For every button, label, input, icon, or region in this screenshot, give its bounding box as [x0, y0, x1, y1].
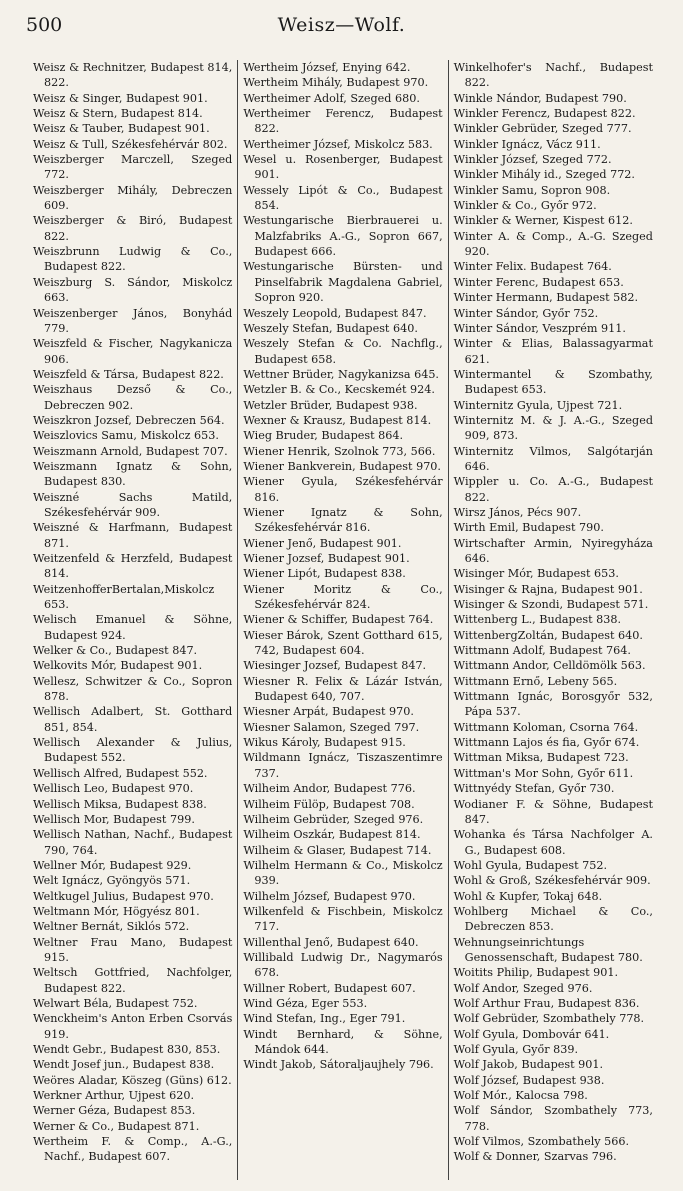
- directory-entry: Wellner Mór, Budapest 929.: [33, 858, 192, 872]
- directory-entry: Winternitz Vilmos, Salgótarján 646.: [453, 444, 653, 473]
- directory-entry: Weszely Stefan, Budapest 640.: [243, 321, 418, 335]
- directory-entry: Wiener Ignatz & Sohn, Székesfehérvár 816.: [243, 505, 443, 535]
- directory-entry: Winter & Elias, Balassagyarmat 621.: [453, 337, 653, 366]
- directory-entry: Wexner & Krausz, Budapest 814.: [243, 413, 432, 427]
- directory-entry: Wirtschafter Armin, Nyiregyháza 646.: [453, 536, 653, 565]
- directory-entry: Weiszmann Arnold, Budapest 707.: [33, 444, 228, 458]
- directory-entry: Westungarische Bürsten- und Pinselfabrik Magdalena Gabriel, Sopron 920.: [243, 260, 443, 305]
- directory-entry: Wittmann Ernő, Lebeny 565.: [453, 674, 618, 688]
- directory-entry: Windt Jakob, Sátoraljaujhely 796.: [243, 1058, 434, 1072]
- directory-entry: Wohl & Groß, Székesfehérvár 909.: [453, 874, 651, 888]
- directory-entry: Weiszné Sachs Matild, Székesfehérvár 909.: [33, 490, 233, 519]
- directory-entry: Wilheim Gebrüder, Szeged 976.: [243, 812, 424, 826]
- column-middle: [237, 60, 447, 1180]
- directory-entry: Willenthal Jenő, Budapest 640.: [243, 935, 419, 949]
- directory-entry: Weisz & Stern, Budapest 814.: [33, 107, 203, 121]
- directory-entry: Wolf Arthur Frau, Budapest 836.: [453, 996, 640, 1010]
- directory-entry: Wilkenfeld & Fischbein, Miskolcz 717.: [243, 904, 443, 934]
- directory-entry: Willner Robert, Budapest 607.: [243, 981, 416, 995]
- directory-entry: Werkner Arthur, Ujpest 620.: [33, 1089, 195, 1103]
- directory-entry: Welt Ignácz, Gyöngyös 571.: [33, 874, 191, 888]
- directory-entry: Weszely Leopold, Budapest 847.: [243, 306, 427, 320]
- directory-entry: Werner & Co., Budapest 871.: [33, 1119, 200, 1133]
- directory-entry: WittenbergZoltán, Budapest 640.: [453, 628, 643, 642]
- directory-entry: Wohl Gyula, Budapest 752.: [453, 858, 608, 872]
- directory-columns: [28, 60, 658, 1180]
- directory-entry: Winter Hermann, Budapest 582.: [453, 291, 639, 305]
- directory-entry: Weisz & Tauber, Budapest 901.: [33, 122, 210, 136]
- directory-entry: Wilhelm Hermann & Co., Miskolcz 939.: [243, 858, 443, 888]
- directory-entry: Welker & Co., Budapest 847.: [33, 644, 198, 658]
- directory-entry: Winter Ferenc, Budapest 653.: [453, 275, 624, 289]
- directory-entry: Wesel u. Rosenberger, Budapest 901.: [243, 153, 443, 182]
- directory-entry: Winter Sándor, Veszprém 911.: [453, 321, 626, 335]
- directory-entry: Wippler u. Co. A.-G., Budapest 822.: [453, 475, 653, 504]
- directory-entry: Wolf Gebrüder, Szombathely 778.: [453, 1012, 645, 1026]
- directory-entry: Weiszhaus Dezső & Co., Debreczen 902.: [33, 383, 233, 412]
- directory-entry: Wiener & Schiffer, Budapest 764.: [243, 613, 434, 627]
- directory-entry: Wilheim Fülöp, Budapest 708.: [243, 797, 415, 811]
- directory-entry: Weltsch Gottfried, Nachfolger, Budapest 822.: [33, 966, 233, 995]
- directory-entry: Wellisch Mor, Budapest 799.: [33, 812, 195, 826]
- directory-entry: Wolf Gyula, Győr 839.: [453, 1043, 579, 1056]
- directory-entry: Wellisch Nathan, Nachf., Budapest 790, 764.: [33, 828, 233, 857]
- directory-entry: Wehnungseinrichtungs Genossenschaft, Budapest 780.: [453, 935, 643, 964]
- directory-entry: Winkler Mihály id., Szeged 772.: [453, 168, 635, 182]
- page-header: [26, 14, 657, 40]
- directory-entry: Weiszné & Harfmann, Budapest 871.: [33, 521, 233, 550]
- directory-entry: Winkle Nándor, Budapest 790.: [453, 91, 627, 105]
- directory-entry: Wittmann Adolf, Budapest 764.: [453, 644, 631, 658]
- directory-entry: Werner Géza, Budapest 853.: [33, 1104, 196, 1118]
- directory-entry: Welkovits Mór, Budapest 901.: [33, 659, 203, 673]
- directory-entry: Weisz & Tull, Székesfehérvár 802.: [33, 137, 228, 151]
- directory-entry: Weitzenfeld & Herzfeld, Budapest 814.: [33, 552, 233, 581]
- directory-entry: Wodianer F. & Söhne, Budapest 847.: [453, 797, 653, 826]
- directory-entry: Wertheimer Ferencz, Budapest 822.: [243, 107, 443, 136]
- directory-entry: Wiener Bankverein, Budapest 970.: [243, 459, 441, 473]
- directory-entry: Weltmann Mór, Högyész 801.: [33, 904, 200, 918]
- directory-entry: Wenckheim's Anton Erben Csorvás 919.: [33, 1012, 233, 1041]
- directory-entry: Wisinger & Rajna, Budapest 901.: [453, 582, 643, 596]
- directory-entry: Wittmann Andor, Celldömölk 563.: [453, 659, 646, 673]
- directory-entry: Wiener Jozsef, Budapest 901.: [243, 552, 410, 565]
- directory-entry: Wetzler B. & Co., Kecskemét 924.: [243, 383, 435, 397]
- directory-entry: Weiszenberger János, Bonyhád 779.: [33, 306, 233, 335]
- directory-entry: Wohlberg Michael & Co., Debreczen 853.: [453, 904, 653, 934]
- directory-entry: WeitzenhofferBertalan,Miskolcz 653.: [33, 582, 215, 612]
- directory-entry: Weiszberger & Biró, Budapest 822.: [33, 214, 233, 243]
- directory-entry: Wieg Bruder, Budapest 864.: [243, 429, 404, 443]
- directory-entry: Wilhelm József, Budapest 970.: [243, 889, 416, 903]
- directory-entry: Wolf József, Budapest 938.: [453, 1073, 605, 1087]
- directory-entry: Wiener Jenő, Budapest 901.: [243, 536, 402, 550]
- directory-entry: Weltner Frau Mano, Budapest 915.: [33, 935, 233, 964]
- directory-entry: Wintermantel & Szombathy, Budapest 653.: [453, 367, 653, 397]
- directory-entry: Windt Bernhard, & Söhne, Mándok 644.: [243, 1027, 443, 1056]
- directory-entry: Weltkugel Julius, Budapest 970.: [33, 889, 214, 903]
- directory-entry: Wittman Miksa, Budapest 723.: [453, 751, 629, 765]
- directory-entry: Wittmann Lajos és fia, Győr 674.: [453, 736, 640, 750]
- directory-entry: Weiszberger Marczell, Szeged 772.: [33, 153, 233, 182]
- directory-entry: Wessely Lipót & Co., Budapest 854.: [243, 183, 443, 213]
- directory-entry: Weiszfeld & Társa, Budapest 822.: [33, 367, 224, 381]
- directory-entry: Wolf Andor, Szeged 976.: [453, 981, 593, 995]
- directory-entry: Wendt Gebr., Budapest 830, 853.: [33, 1043, 221, 1056]
- directory-entry: Wellisch Miksa, Budapest 838.: [33, 797, 207, 811]
- directory-entry: Wilheim & Glaser, Budapest 714.: [243, 843, 432, 857]
- directory-entry: Wohl & Kupfer, Tokaj 648.: [453, 889, 603, 903]
- directory-entry: Wertheim F. & Comp., A.-G., Nachf., Budapest 607.: [33, 1135, 233, 1164]
- directory-entry: Wittmann Koloman, Csorna 764.: [453, 720, 639, 734]
- directory-entry: Wiener Moritz & Co., Székesfehérvár 824.: [243, 582, 443, 612]
- directory-entry: Wolf Sándor, Szombathely 773, 778.: [453, 1104, 653, 1133]
- directory-entry: Wirth Emil, Budapest 790.: [453, 521, 604, 535]
- directory-entry: Winkelhofer's Nachf., Budapest 822.: [453, 61, 653, 90]
- directory-entry: Wiener Gyula, Székesfehérvár 816.: [243, 475, 443, 504]
- directory-entry: Westungarische Bierbrauerei u. Malzfabriks A.-G., Sopron 667, Budapest 666.: [243, 214, 443, 259]
- directory-entry: Wikus Károly, Budapest 915.: [243, 736, 406, 750]
- directory-entry: Wolf Jakob, Budapest 901.: [453, 1058, 604, 1072]
- directory-entry: Wisinger Mór, Budapest 653.: [453, 567, 619, 581]
- directory-entry: Wetzler Brüder, Budapest 938.: [243, 398, 418, 412]
- directory-entry: Wiesner R. Felix & Lázár István, Budapest 640, 707.: [243, 674, 443, 704]
- directory-entry: Wertheim Mihály, Budapest 970.: [243, 76, 429, 90]
- directory-entry: Weiszmann Ignatz & Sohn, Budapest 830.: [33, 459, 233, 489]
- directory-entry: Wildmann Ignácz, Tiszaszentimre 737.: [243, 751, 443, 780]
- directory-entry: Welisch Emanuel & Söhne, Budapest 924.: [33, 613, 233, 642]
- directory-entry: Winkler & Werner, Kispest 612.: [453, 214, 633, 228]
- directory-entry: Wiesner Salamon, Szeged 797.: [243, 720, 420, 734]
- directory-entry: Willibald Ludwig Dr., Nagymarós 678.: [243, 950, 443, 980]
- directory-entry: Weisz & Rechnitzer, Budapest 814, 822.: [33, 61, 233, 90]
- directory-entry: Wiener Lipót, Budapest 838.: [243, 567, 406, 581]
- directory-entry: Wilheim Andor, Budapest 776.: [243, 782, 416, 796]
- directory-entry: Wertheimer Adolf, Szeged 680.: [243, 91, 420, 105]
- directory-entry: Wellisch Adalbert, St. Gotthard 851, 854.: [33, 705, 233, 734]
- directory-entry: Weiszlovics Samu, Miskolcz 653.: [33, 429, 219, 443]
- column-left: [28, 60, 237, 1180]
- directory-entry: Winternitz M. & J. A.-G., Szeged 909, 873.: [453, 413, 653, 443]
- directory-entry: Weisz & Singer, Budapest 901.: [33, 91, 208, 105]
- directory-entry: Wellisch Alexander & Julius, Budapest 552.: [33, 736, 233, 765]
- directory-entry: Wolf Gyula, Dombovár 641.: [453, 1027, 610, 1041]
- page-number: 500: [26, 14, 63, 36]
- directory-entry: Wolf & Donner, Szarvas 796.: [453, 1150, 617, 1164]
- directory-entry: Weiszkron Jozsef, Debreczen 564.: [33, 413, 225, 427]
- directory-entry: Weltner Bernát, Siklós 572.: [33, 920, 190, 934]
- directory-entry: Winkler Samu, Sopron 908.: [453, 183, 611, 197]
- directory-entry: Wind Géza, Eger 553.: [243, 996, 368, 1010]
- directory-entry: Winkler & Co., Győr 972.: [453, 199, 597, 213]
- directory-entry: Wittenberg L., Budapest 838.: [453, 613, 622, 627]
- directory-entry: Wohanka és Társa Nachfolger A. G., Budapest 608.: [453, 828, 653, 857]
- directory-entry: Wiesinger Jozsef, Budapest 847.: [243, 659, 427, 673]
- directory-entry: Wertheim József, Enying 642.: [243, 61, 411, 74]
- directory-entry: Winternitz Gyula, Ujpest 721.: [453, 398, 623, 412]
- directory-entry: Weiszbrunn Ludwig & Co., Budapest 822.: [33, 245, 233, 274]
- directory-entry: Wertheimer József, Miskolcz 583.: [243, 137, 433, 151]
- directory-entry: Winkler Gebrüder, Szeged 777.: [453, 122, 632, 136]
- directory-entry: Wellisch Leo, Budapest 970.: [33, 782, 194, 796]
- directory-entry: Woitits Philip, Budapest 901.: [453, 966, 619, 980]
- directory-entry: Wettner Brüder, Nagykanizsa 645.: [243, 367, 439, 381]
- directory-entry: Wolf Vilmos, Szombathely 566.: [453, 1135, 630, 1149]
- running-title: Weisz—Wolf.: [277, 14, 406, 36]
- directory-entry: Wittnyédy Stefan, Győr 730.: [453, 782, 615, 796]
- directory-entry: Wind Stefan, Ing., Eger 791.: [243, 1012, 406, 1026]
- column-right: [448, 60, 658, 1180]
- directory-entry: Wellesz, Schwitzer & Co., Sopron 878.: [33, 674, 233, 704]
- directory-entry: Winkler Ferencz, Budapest 822.: [453, 107, 636, 121]
- directory-entry: Winter A. & Comp., A.-G. Szeged 920.: [453, 229, 653, 259]
- directory-entry: Wiener Henrik, Szolnok 773, 566.: [243, 444, 436, 458]
- directory-entry: Weiszburg S. Sándor, Miskolcz 663.: [33, 275, 233, 305]
- directory-entry: Wellisch Alfred, Budapest 552.: [33, 766, 208, 780]
- directory-entry: Welwart Béla, Budapest 752.: [33, 996, 198, 1010]
- directory-entry: Wirsz János, Pécs 907.: [453, 505, 582, 519]
- directory-entry: Wittmann Ignác, Borosgyőr 532, Pápa 537.: [453, 690, 653, 719]
- directory-entry: Winkler József, Szeged 772.: [453, 153, 612, 167]
- directory-entry: Wittman's Mor Sohn, Győr 611.: [453, 766, 634, 780]
- directory-entry: Weöres Aladar, Köszeg (Güns) 612.: [33, 1073, 232, 1087]
- directory-entry: Weszely Stefan & Co. Nachflg., Budapest 658.: [243, 337, 443, 366]
- directory-entry: Winter Sándor, Győr 752.: [453, 306, 599, 320]
- directory-entry: Weiszberger Mihály, Debreczen 609.: [33, 183, 233, 213]
- directory-entry: Wisinger & Szondi, Budapest 571.: [453, 598, 649, 612]
- directory-entry: Winter Felix. Budapest 764.: [453, 260, 612, 274]
- directory-entry: Wilheim Oszkár, Budapest 814.: [243, 828, 421, 842]
- directory-entry: Wiesner Arpát, Budapest 970.: [243, 705, 414, 719]
- directory-entry: Winkler Ignácz, Vácz 911.: [453, 137, 601, 151]
- directory-entry: Wendt Josef jun., Budapest 838.: [33, 1058, 215, 1072]
- directory-entry: Wieser Bárok, Szent Gotthard 615, 742, Budapest 604.: [243, 628, 443, 658]
- directory-entry: Wolf Mór., Kalocsa 798.: [453, 1089, 588, 1103]
- directory-entry: Weiszfeld & Fischer, Nagykanicza 906.: [33, 337, 233, 366]
